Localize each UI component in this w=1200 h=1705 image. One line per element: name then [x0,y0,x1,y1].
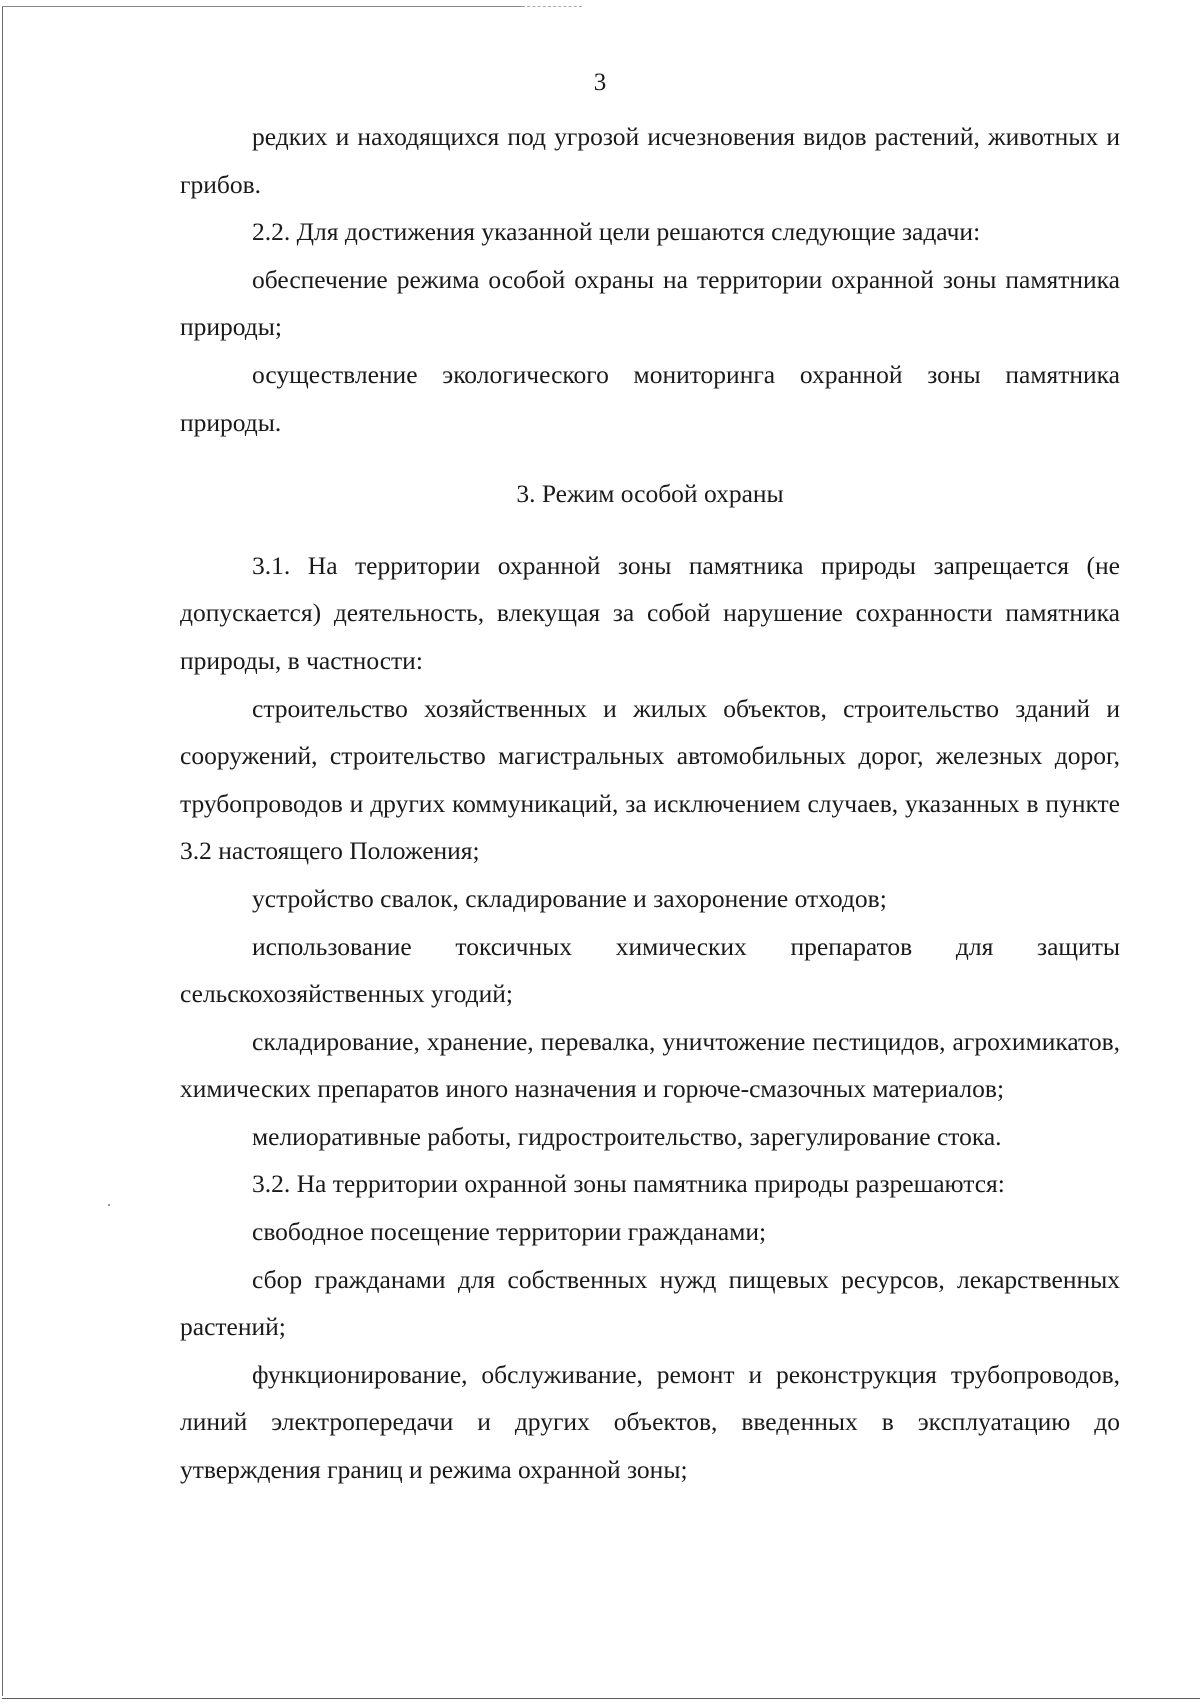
paragraph-prohibited-melioration: мелиоративные работы, гидростроительство, зарегулирование стока. [252,1121,1002,1151]
scan-edge-top-dashed [522,6,582,8]
paragraph-task-monitoring: осуществление экологического мониторинга охранной зоны памятника природы. [180,359,1120,437]
spacer [180,518,1120,542]
scan-edge-bottom [2,1698,1200,1699]
paragraph-task-protection-regime: обеспечение режима особой охраны на территории охранной зоны памятника природы; [180,264,1120,342]
paragraph-prohibited-storage: складирование, хранение, перевалка, уничтожение пестицидов, агрохимикатов, химических препаратов иного назначения и горюче-смазочных материалов; [180,1026,1120,1104]
paragraph-prohibited-construction: строительство хозяйственных и жилых объектов, строительство зданий и сооружений, строительство магистральных автомобильных дорог, железных дорог, трубопроводов и других коммуникаций, за исключением случаев, указанных в пункте 3.2 настоящего Положения; [180,693,1120,866]
paragraph-allowed-gathering: сбор гражданами для собственных нужд пищевых ресурсов, лекарственных растений; [180,1264,1120,1342]
page-number: 3 [593,69,607,96]
paragraph-2-2: 2.2. Для достижения указанной цели решаются следующие задачи: [252,217,981,247]
scan-edge-top [2,6,522,7]
paragraph-allowed-visits: свободное посещение территории гражданами; [252,1217,767,1247]
paragraph-continuation: редких и находящихся под угрозой исчезновения видов растений, животных и грибов. [180,122,1120,199]
paragraph-prohibited-toxic-chemicals: использование токсичных химических препаратов для защиты сельскохозяйственных угодий; [180,931,1120,1009]
paragraph-allowed-maintenance: функционирование, обслуживание, ремонт и реконструкция трубопроводов, линий электропередачи и других объектов, введенных в эксплуатацию до утверждения границ и режима охранной зоны; [180,1359,1120,1485]
paragraph-3-2: 3.2. На территории охранной зоны памятника природы разрешаются: [252,1169,1005,1199]
spacer [180,446,1120,470]
paragraph-prohibited-dumps: устройство свалок, складирование и захоронение отходов; [252,883,887,913]
section-heading-3: 3. Режим особой охраны [516,479,784,509]
scan-edge-left [2,6,3,1696]
paragraph-3-1: 3.1. На территории охранной зоны памятника природы запрещается (не допускается) деятельность, влекущая за собой нарушение сохранности памятника природы, в частности: [180,550,1120,675]
document-body [180,113,1120,1494]
scan-speck [108,1204,110,1206]
